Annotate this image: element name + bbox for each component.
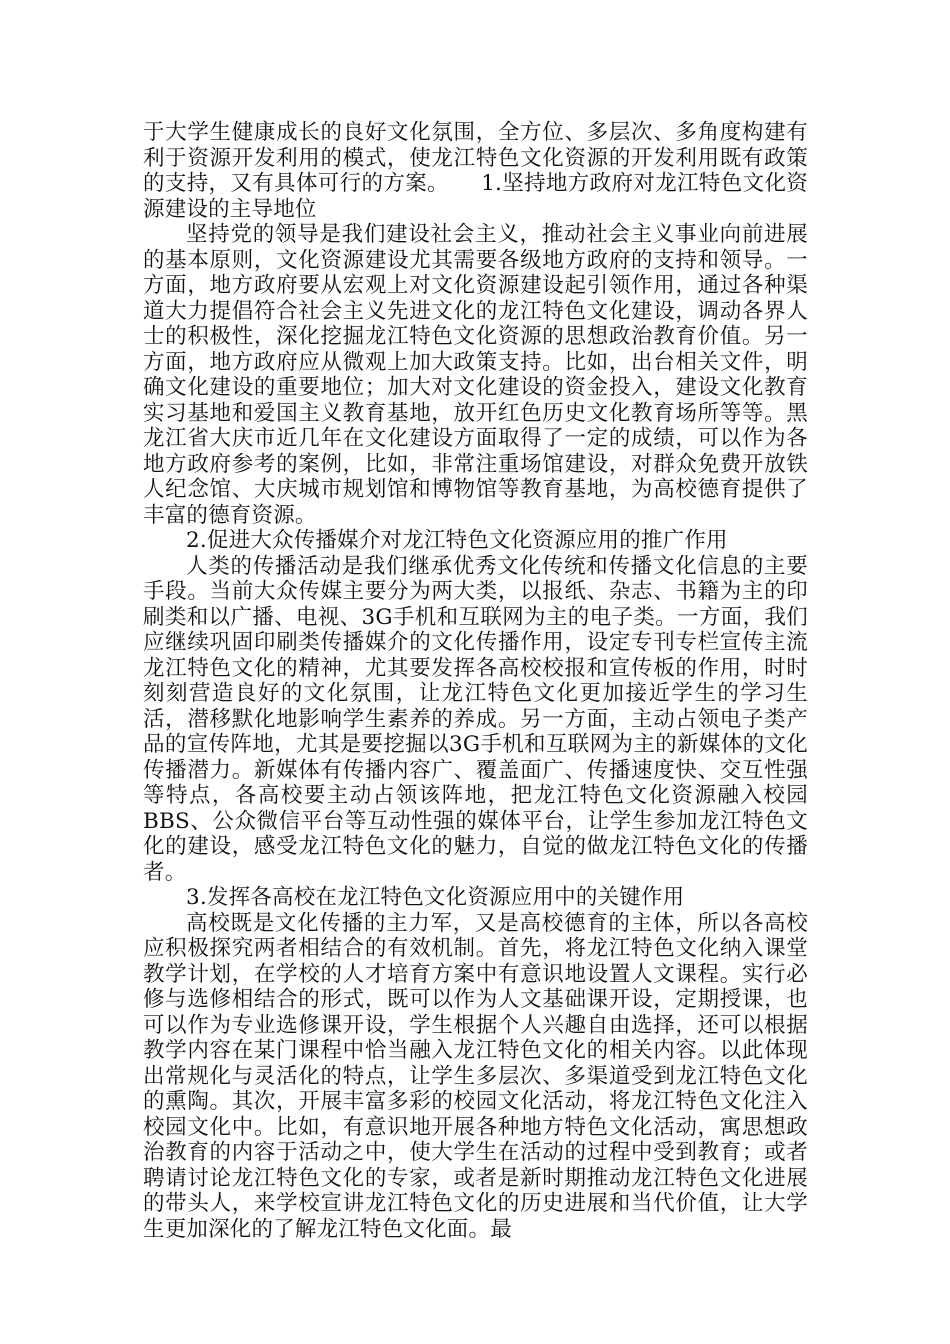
paragraph-universities-role: 高校既是文化传播的主力军，又是高校德育的主体，所以各高校应积极探究两者相结合的有效机制。首先，将龙江特色文化纳入课堂教学计划，在学校的人才培育方案中有意识地设置人文课程。实行必修与选修相结合的形式，既可以作为人文基础课开设，定期授课，也可以作为专业选修课开设，学生根据个人兴趣自由选择，还可以根据教学内容在某门课程中恰当融入龙江特色文化的相关内容。以此体现出常规化与灵活化的特点，让学生多层次、多渠道受到龙江特色文化的熏陶。其次，开展丰富多彩的校园文化活动，将龙江特色文化注入校园文化中。比如，有意识地开展各种地方特色文化活动，寓思想政治教育的内容于活动之中，使大学生在活动的过程中受到教育；或者聘请讨论龙江特色文化的专家，或者是新时期推动龙江特色文化进展的带头人，来学校宣讲龙江特色文化的历史进展和当代价值，让大学生更加深化的了解龙江特色文化面。最 (143, 910, 808, 1242)
paragraph-intro-text: 于大学生健康成长的良好文化氛围，全方位、多层次、多角度构建有利于资源开发利用的模式，使龙江特色文化资源的开发利用既有政策的支持，又有具体可行的方案。 (143, 120, 808, 196)
paragraph-mass-media: 人类的传播活动是我们继承优秀文化传统和传播文化信息的主要手段。当前大众传媒主要分为两大类，以报纸、杂志、书籍为主的印刷类和以广播、电视、3G手机和互联网为主的电子类。一方面，我们应继续巩固印刷类传播媒介的文化传播作用，设定专刊专栏宣传主流龙江特色文化的精神，尤其要发挥各高校校报和宣传板的作用，时时刻刻营造良好的文化氛围，让龙江特色文化更加接近学生的学习生活，潜移默化地影响学生素养的养成。另一方面，主动占领电子类产品的宣传阵地，尤其是要挖掘以3G手机和互联网为主的新媒体的文化传播潜力。新媒体有传播内容广、覆盖面广、传播速度快、交互性强等特点，各高校要主动占领该阵地，把龙江特色文化资源融入校园BBS、公众微信平台等互动性强的媒体平台，让学生参加龙江特色文化的建设，感受龙江特色文化的魅力，自觉的做龙江特色文化的传播者。 (143, 553, 808, 885)
section-heading-3: 3.发挥各高校在龙江特色文化资源应用中的关键作用 (186, 885, 685, 910)
section-heading-1: 1.坚持地方政府对龙江特色文化资源建设的主导地位 (143, 171, 808, 222)
paragraph-intro-continued (143, 120, 808, 222)
document-body (143, 120, 808, 1242)
paragraph-government-role: 坚持党的领导是我们建设社会主义，推动社会主义事业向前进展的基本原则，文化资源建设尤其需要各级地方政府的支持和领导。一方面，地方政府要从宏观上对文化资源建设起引领作用，通过各种渠道大力提倡符合社会主义先进文化的龙江特色文化建设，调动各界人士的积极性，深化挖掘龙江特色文化资源的思想政治教育价值。另一方面，地方政府应从微观上加大政策支持。比如，出台相关文件，明确文化建设的重要地位；加大对文化建设的资金投入，建设文化教育实习基地和爱国主义教育基地，放开红色历史文化教育场所等等。黑龙江省大庆市近几年在文化建设方面取得了一定的成绩，可以作为各地方政府参考的案例，比如，非常注重场馆建设，对群众免费开放铁人纪念馆、大庆城市规划馆和博物馆等教育基地，为高校德育提供了丰富的德育资源。 (143, 222, 808, 528)
section-heading-2: 2.促进大众传播媒介对龙江特色文化资源应用的推广作用 (186, 528, 728, 553)
